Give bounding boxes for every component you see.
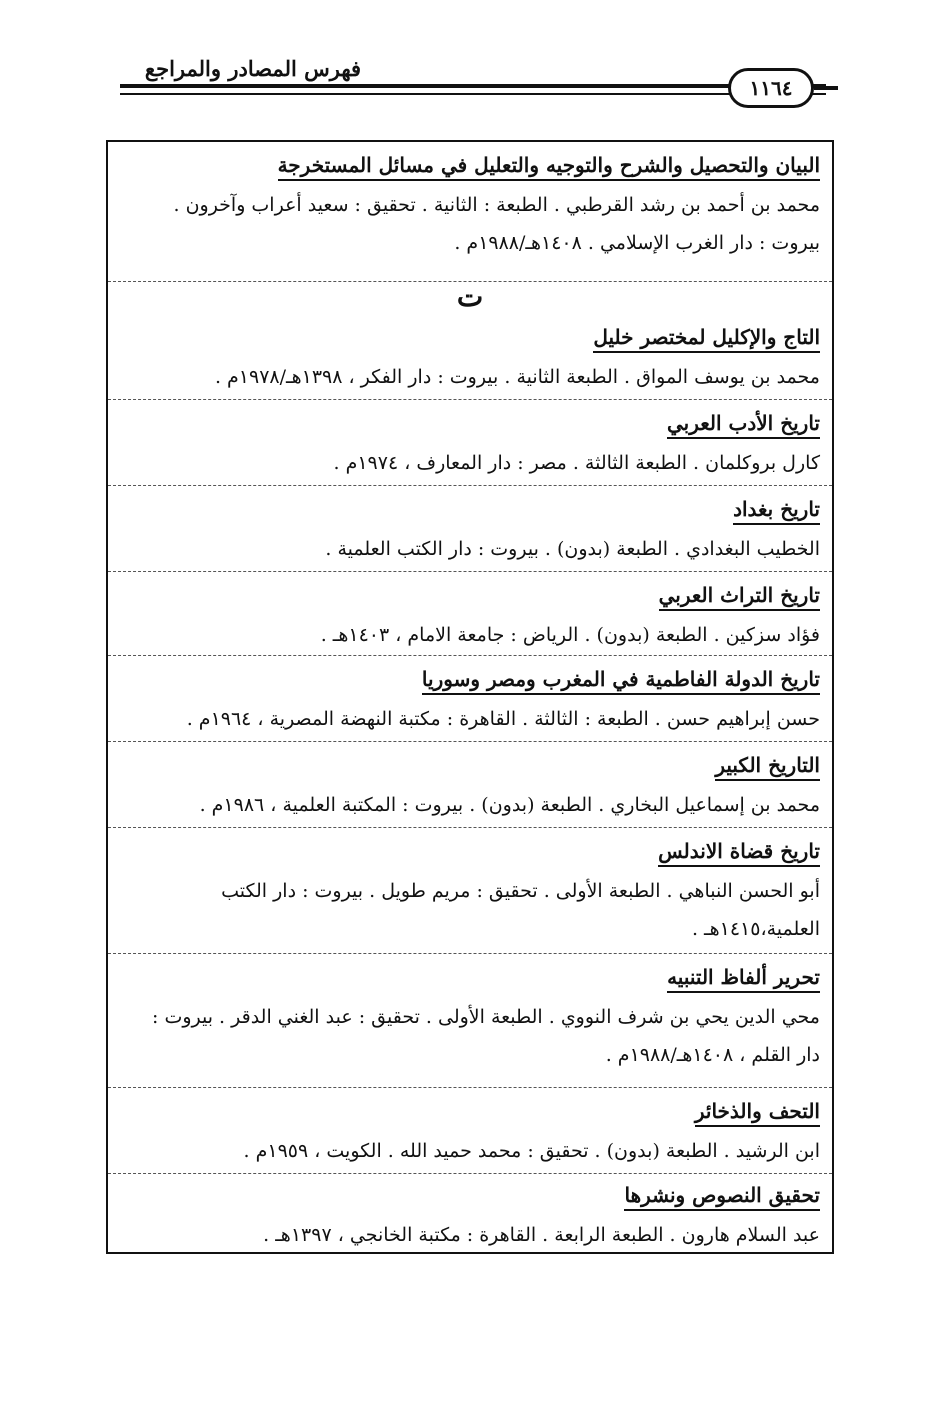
reference-details: ابن الرشيد . الطبعة (بدون) . تحقيق : محمد حميد الله . الكويت ، ١٩٥٩م . <box>243 1140 820 1162</box>
reference-entry <box>108 662 832 742</box>
reference-entry <box>108 578 832 656</box>
reference-entry <box>108 960 832 1088</box>
reference-details: محمد بن إسماعيل البخاري . الطبعة (بدون) . بيروت : المكتبة العلمية ، ١٩٨٦م . <box>199 794 820 816</box>
reference-details: حسن إبراهيم حسن . الطبعة : الثالثة . القاهرة : مكتبة النهضة المصرية ، ١٩٦٤م . <box>186 708 820 730</box>
reference-title: تاريخ قضاة الاندلس <box>122 834 820 872</box>
reference-title: تحقيق النصوص ونشرها <box>122 1178 820 1216</box>
reference-details: محمد بن يوسف المواق . الطبعة الثانية . بيروت : دار الفكر ، ١٣٩٨هـ/١٩٧٨م . <box>214 366 820 388</box>
reference-details: الخطيب البغدادي . الطبعة (بدون) . بيروت : دار الكتب العلمية . <box>325 538 820 560</box>
reference-details: أبو الحسن النباهي . الطبعة الأولى . تحقيق : مريم طويل . بيروت : دار الكتب <box>221 880 820 902</box>
reference-entry <box>108 492 832 572</box>
reference-title: تاريخ التراث العربي <box>122 578 820 616</box>
reference-title: التاريخ الكبير <box>122 748 820 786</box>
reference-title: التحف والذخائر <box>122 1094 820 1132</box>
reference-title: البيان والتحصيل والشرح والتوجيه والتعليل في مسائل المستخرجة <box>122 148 820 186</box>
page-number-tail <box>814 86 838 90</box>
reference-details: فؤاد سزكين . الطبعة (بدون) . الرياض : جامعة الامام ، ١٤٠٣هـ . <box>320 624 820 646</box>
reference-details: محمد بن أحمد بن رشد القرطبي . الطبعة : الثانية . تحقيق : سعيد أعراب وآخرون . <box>173 194 820 216</box>
page-header-title: فهرس المصادر والمراجع <box>144 56 362 81</box>
reference-entry <box>108 748 832 828</box>
reference-entry <box>108 834 832 954</box>
header-rule-thin <box>120 93 826 95</box>
reference-entry <box>108 1094 832 1174</box>
reference-details: كارل بروكلمان . الطبعة الثالثة . مصر : دار المعارف ، ١٩٧٤م . <box>333 452 820 474</box>
reference-details: محي الدين يحي بن شرف النووي . الطبعة الأولى . تحقيق : عبد الغني الدقر . بيروت : <box>152 1006 820 1028</box>
reference-title: التاج والإكليل لمختصر خليل <box>122 320 820 358</box>
reference-title: تاريخ الأدب العربي <box>122 406 820 444</box>
reference-title: تاريخ الدولة الفاطمية في المغرب ومصر وسوريا <box>122 662 820 700</box>
references-frame <box>106 140 834 1254</box>
reference-details: العلمية،١٤١٥هـ . <box>691 918 820 940</box>
reference-details: بيروت : دار الغرب الإسلامي . ١٤٠٨هـ/١٩٨٨م . <box>454 232 820 254</box>
reference-details: عبد السلام هارون . الطبعة الرابعة . القاهرة : مكتبة الخانجي ، ١٣٩٧هـ . <box>263 1224 820 1246</box>
reference-title: تاريخ بغداد <box>122 492 820 530</box>
page-number-badge: ١١٦٤ <box>728 68 814 108</box>
reference-entry <box>108 406 832 486</box>
reference-title: تحرير ألفاظ التنبيه <box>122 960 820 998</box>
reference-entry <box>108 148 832 282</box>
section-letter: ت <box>456 280 484 313</box>
reference-entry <box>108 320 832 400</box>
reference-entry <box>108 1178 832 1252</box>
header-rule <box>120 84 826 88</box>
reference-details: دار القلم ، ١٤٠٨هـ/١٩٨٨م . <box>605 1044 820 1066</box>
